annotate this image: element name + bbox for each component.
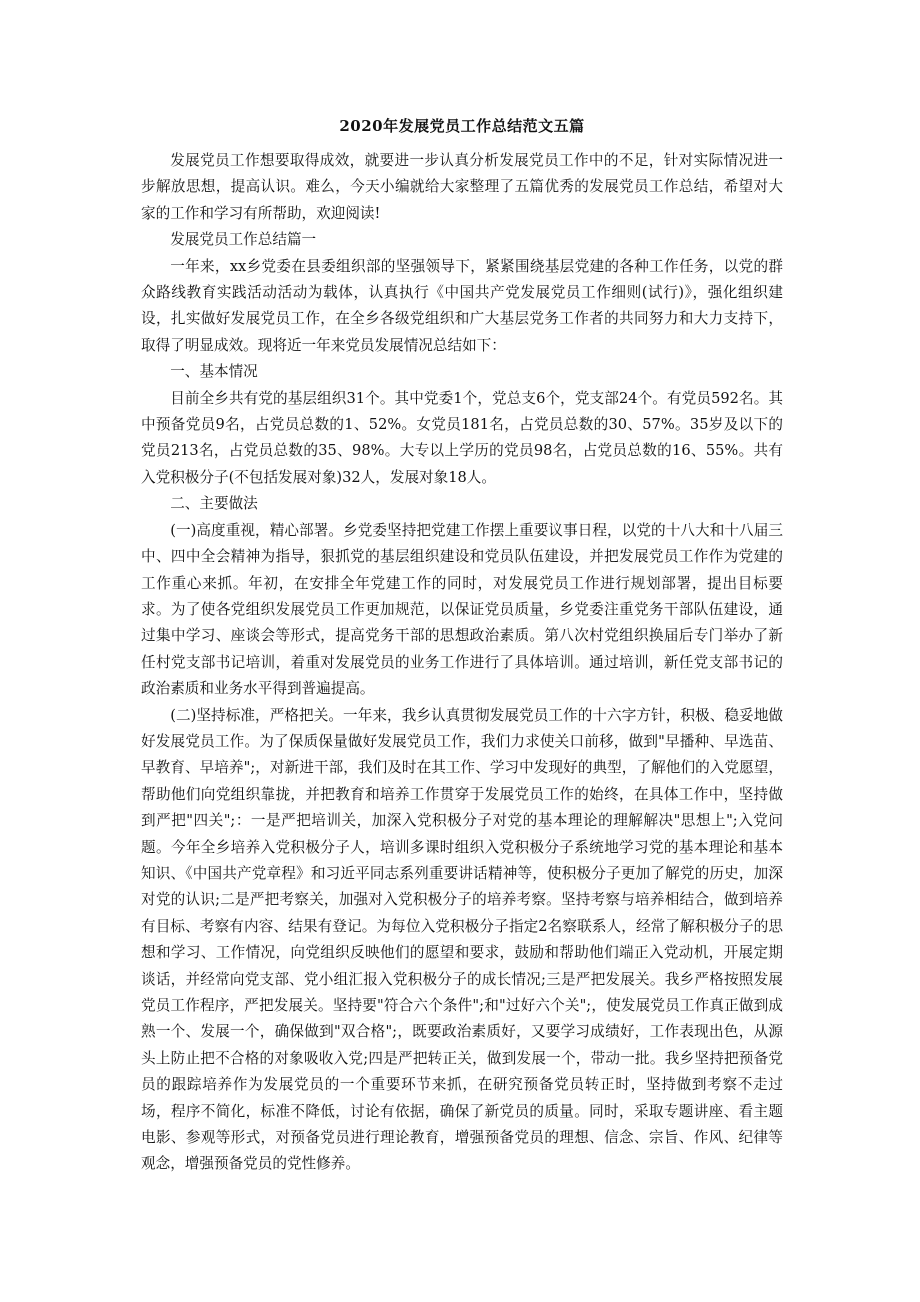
section-heading-part-one: 发展党员工作总结篇一 bbox=[170, 231, 317, 249]
subheading-basic-situation: 一、基本情况 bbox=[170, 363, 258, 381]
overview-paragraph: 一年来，xx乡党委在县委组织部的坚强领导下，紧紧围绕基层党建的各种工作任务，以党的群众路线教育实践活动活动为载体，认真执行《中国共产党发展党员工作细则(试行)》，强化组织建设，扎实做好发展党员工作，在全乡各级党组织和广大基层党务工作者的共同努力和大力支持下，取得了明显成效。现将近一年来党员发展情况总结如下： bbox=[141, 257, 783, 354]
practice-two-paragraph: (二)坚持标准，严格把关。一年来，我乡认真贯彻发展党员工作的十六字方针，积极、稳妥地做好发展党员工作。为了保质保量做好发展党员工作，我们力求使关口前移，做到"早播种、早选苗、早教育、早培养";，对新进干部，我们及时在其工作、学习中发现好的典型，了解他们的入党愿望，帮助他们向党组织靠拢，并把教育和培养工作贯穿于发展党员工作的始终，在具体工作中，坚持做到严把"四关";：一是严把培训关，加深入党积极分子对党的基本理论的理解解决"思想上";入党问题。今年全乡培养入党积极分子人，培训多课时组织入党积极分子系统地学习党的基本理论和基本知识、《中国共产党章程》和习近平同志系列重要讲话精神等，使积极分子更加了解党的历史，加深对党的认识;二是严把考察关，加强对入党积极分子的培养考察。坚持考察与培养相结合，做到培养有目标、考察有内容、结果有登记。为每位入党积极分子指定2名察联系人，经常了解积极分子的思想和学习、工作情况，向党组织反映他们的愿望和要求，鼓励和帮助他们端正入党动机，开展定期谈话，并经常向党支部、党小组汇报入党积极分子的成长情况;三是严把发展关。我乡严格按照发展党员工作程序，严把发展关。坚持要"符合六个条件";和"过好六个关";，使发展党员工作真正做到成熟一个、发展一个，确保做到"双合格";，既要政治素质好，又要学习成绩好，工作表现出色，从源头上防止把不合格的对象吸收入党;四是严把转正关，做到发展一个，带动一批。我乡坚持把预备党员的跟踪培养作为发展党员的一个重要环节来抓，在研究预备党员转正时，坚持做到考察不走过场，程序不简化，标准不降低，讨论有依据，确保了新党员的质量。同时，采取专题讲座、看主题电影、参观等形式，对预备党员进行理论教育，增强预备党员的理想、信念、宗旨、作风、纪律等观念，增强预备党员的党性修养。 bbox=[141, 706, 783, 1173]
practice-one-paragraph: (一)高度重视，精心部署。乡党委坚持把党建工作摆上重要议事日程，以党的十八大和十八届三中、四中全会精神为指导，狠抓党的基层组织建设和党员队伍建设，并把发展党员工作作为党建的工作重心来抓。年初，在安排全年党建工作的同时，对发展党员工作进行规划部署，提出目标要求。为了使各党组织发展党员工作更加规范，以保证党员质量，乡党委注重党务干部队伍建设，通过集中学习、座谈会等形式，提高党务干部的思想政治素质。第八次村党组织换届后专门举办了新任村党支部书记培训，着重对发展党员的业务工作进行了具体培训。通过培训，新任党支部书记的政治素质和业务水平得到普遍提高。 bbox=[141, 521, 783, 698]
statistics-paragraph: 目前全乡共有党的基层组织31个。其中党委1个，党总支6个，党支部24个。有党员592名。其中预备党员9名，占党员总数的1、52%。女党员181名，占党员总数的30、57%。35岁及以下的党员213名，占党员总数的35、98%。大专以上学历的党员98名，占党员总数的16、55%。共有入党积极分子(不包括发展对象)32人，发展对象18人。 bbox=[141, 389, 783, 486]
subheading-main-practices: 二、主要做法 bbox=[170, 495, 258, 513]
document-title: 2020年发展党员工作总结范文五篇 bbox=[339, 117, 585, 135]
intro-paragraph: 发展党员工作想要取得成效，就要进一步认真分析发展党员工作中的不足，针对实际情况进一步解放思想，提高认识。难么，今天小编就给大家整理了五篇优秀的发展党员工作总结，希望对大家的工作和学习有所帮助，欢迎阅读! bbox=[141, 152, 783, 222]
